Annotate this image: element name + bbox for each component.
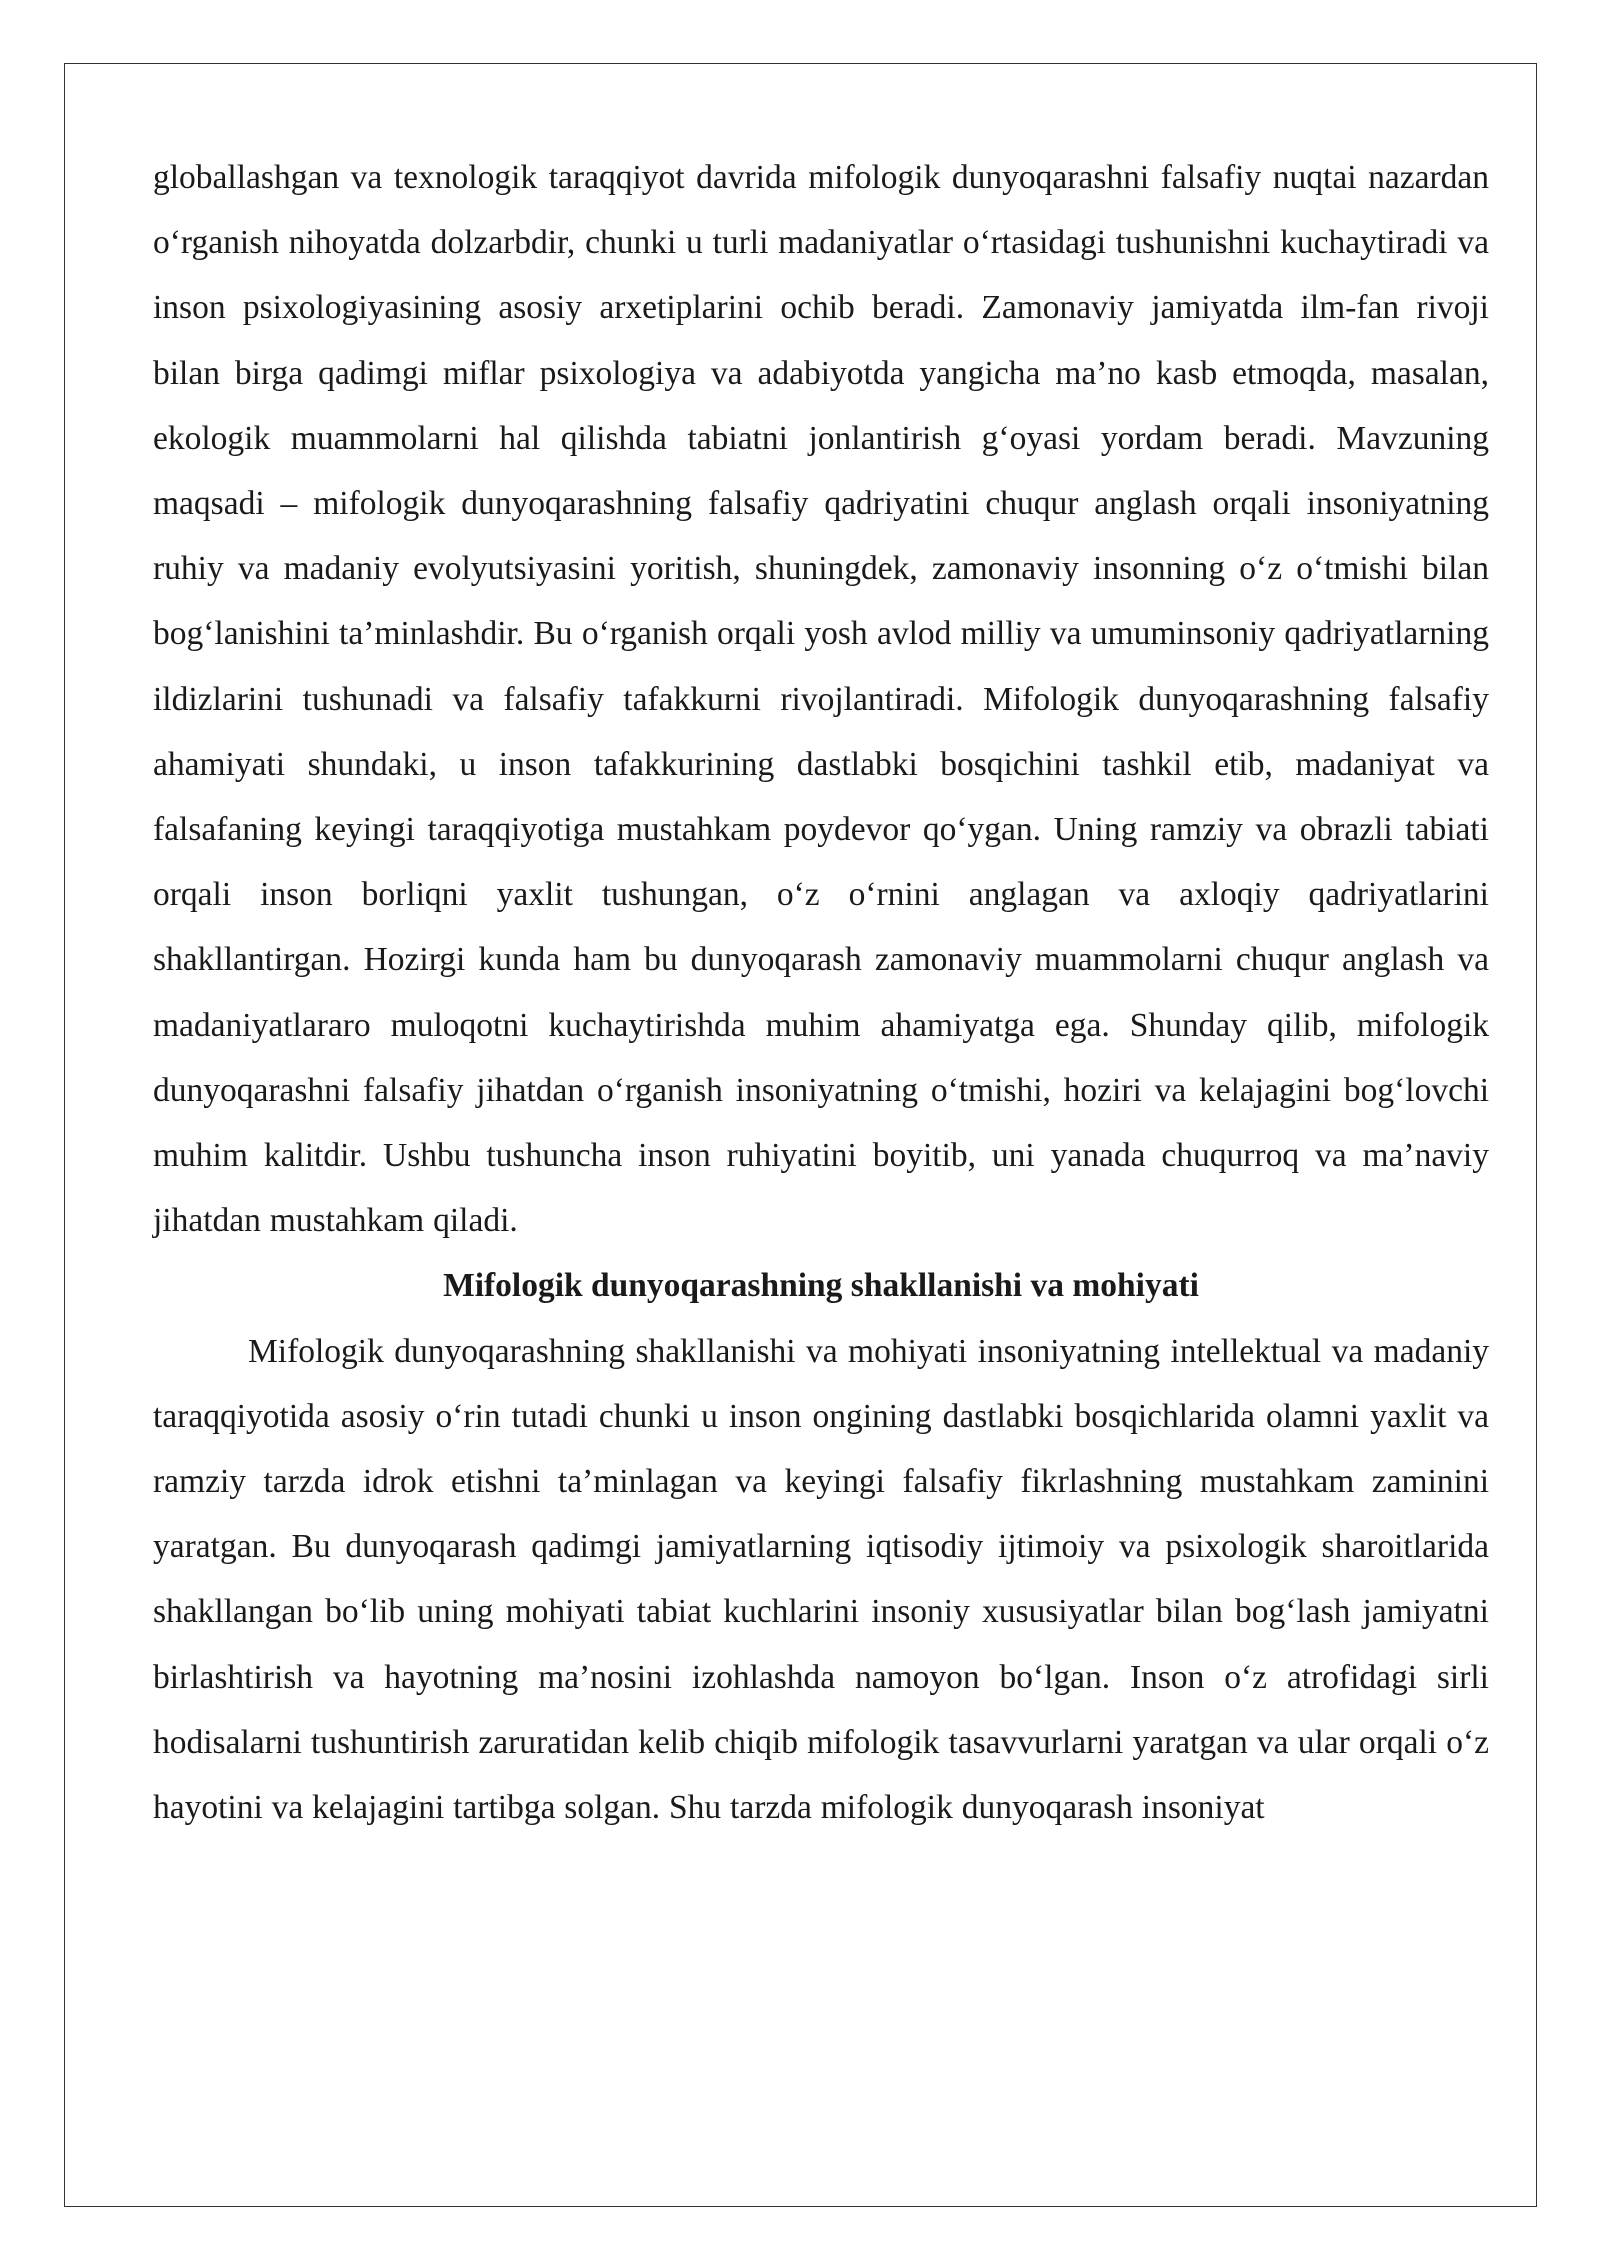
section-heading: Mifologik dunyoqarashning shakllanishi va mohiyati xyxy=(443,1267,1199,1305)
body-paragraph: Mifologik dunyoqarashning shakllanishi va mohiyati insoniyatning intellektual va madaniy taraqqiyotida asosiy o‘rin tutadi chunki u inson ongining dastlabki bosqichlarida olamni yaxlit va ramziy tarzda idrok etishni ta’minlagan va keyingi falsafiy fikrlashning mustahkam zaminini yaratgan. Bu dunyoqarash qadimgi jamiyatlarning iqtisodiy ijtimoiy va psixologik sharoitlarida shakllangan bo‘lib uning mohiyati tabiat kuchlarini insoniy xususiyatlar bilan bog‘lash jamiyatni birlashtirish va hayotning ma’nosini izohlashda namoyon bo‘lgan. Inson o‘z atrofidagi sirli hodisalarni tushuntirish zaruratidan kelib chiqib mifologik tasavvurlarni yaratgan va ular orqali o‘z hayotini va kelajagini tartibga solgan. Shu tarzda mifologik dunyoqarash insoniyat xyxy=(153,1332,1489,1827)
document-body xyxy=(153,145,1489,1840)
body-paragraph: globallashgan va texnologik taraqqiyot davrida mifologik dunyoqarashni falsafiy nuqtai nazardan o‘rganish nihoyatda dolzarbdir, chunki u turli madaniyatlar o‘rtasidagi tushunishni kuchaytiradi va inson psixologiyasining asosiy arxetiplarini ochib beradi. Zamonaviy jamiyatda ilm-fan rivoji bilan birga qadimgi miflar psixologiya va adabiyotda yangicha ma’no kasb etmoqda, masalan, ekologik muammolarni hal qilishda tabiatni jonlantirish g‘oyasi yordam beradi. Mavzuning maqsadi – mifologik dunyoqarashning falsafiy qadriyatini chuqur anglash orqali insoniyatning ruhiy va madaniy evolyutsiyasini yoritish, shuningdek, zamonaviy insonning o‘z o‘tmishi bilan bog‘lanishini ta’minlashdir. Bu o‘rganish orqali yosh avlod milliy va umuminsoniy qadriyatlarning ildizlarini tushunadi va falsafiy tafakkurni rivojlantiradi. Mifologik dunyoqarashning falsafiy ahamiyati shundaki, u inson tafakkurining dastlabki bosqichini tashkil etib, madaniyat va falsafaning keyingi taraqqiyotiga mustahkam poydevor qo‘ygan. Uning ramziy va obrazli tabiati orqali inson borliqni yaxlit tushungan, o‘z o‘rnini anglagan va axloqiy qadriyatlarini shakllantirgan. Hozirgi kunda ham bu dunyoqarash zamonaviy muammolarni chuqur anglash va madaniyatlararo muloqotni kuchaytirishda muhim ahamiyatga ega. Shunday qilib, mifologik dunyoqarashni falsafiy jihatdan o‘rganish insoniyatning o‘tmishi, hoziri va kelajagini bog‘lovchi muhim kalitdir. Ushbu tushuncha inson ruhiyatini boyitib, uni yanada chuqurroq va ma’naviy jihatdan mustahkam qiladi. xyxy=(153,159,1489,1240)
